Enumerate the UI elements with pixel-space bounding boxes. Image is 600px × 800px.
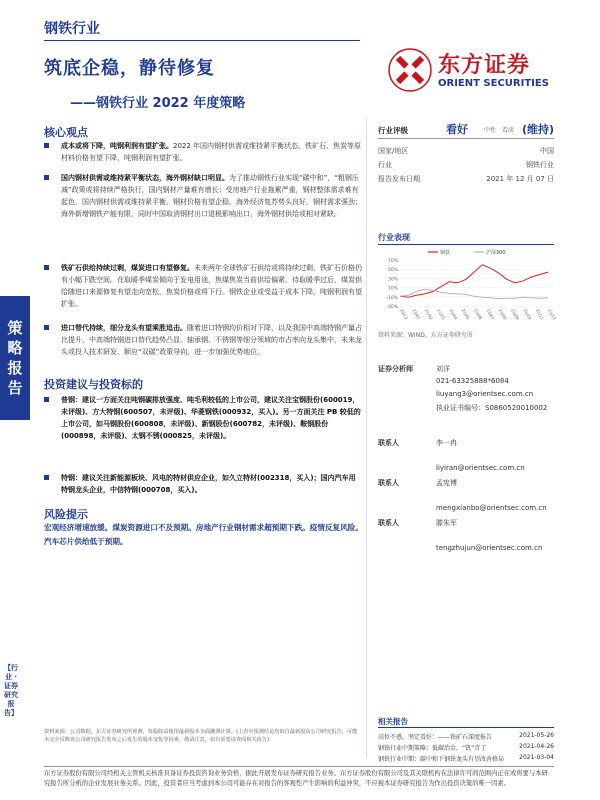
column-divider: [366, 118, 367, 758]
x-tick-label: 21/11: [534, 308, 545, 321]
related-report-title[interactable]: 钢铁行业中期：碳中和下钢铁龙头有望改善格局: [378, 756, 505, 763]
info-value: 钢铁行业: [526, 161, 554, 169]
risk-heading: 风险提示: [44, 508, 88, 521]
bullet-bold: 铁矿石供给持续过剩，煤炭进口有望修复。: [61, 264, 194, 272]
rating-label: 行业评级: [378, 126, 408, 135]
x-tick-label: 21/03: [436, 308, 447, 321]
rating-value: 看好: [446, 123, 468, 136]
footer-rule: [44, 766, 554, 767]
info-row: [378, 157, 554, 171]
performance-heading: 行业表现: [378, 233, 410, 242]
contact-role: 联系人: [378, 439, 399, 447]
rating-mid: 中性: [484, 127, 497, 134]
x-tick-label: 21/09: [510, 308, 521, 321]
x-tick-label: 21/12: [547, 308, 558, 321]
investment-heading: 投资建议与投资标的: [44, 378, 143, 391]
contact-email[interactable]: mengxianbo@orientsec.com.cn: [436, 504, 547, 512]
contact-name: 李一冉: [436, 439, 457, 447]
contact-role: 联系人: [378, 479, 399, 487]
legend-label: 钢铁: [440, 250, 451, 256]
x-tick-label: 21/05: [460, 308, 471, 321]
related-report-item[interactable]: [378, 754, 554, 766]
bullet-icon: [44, 325, 49, 330]
bullet-text: 未来两年全球铁矿石供给或将持续过剩，铁矿石价格仍有小幅下跌空间。在取暖季煤炭倾向于发电用途，焦煤焦炭当前供给偏紧。待取暖季过后，煤炭供给随进口来源修复有望走向宽松，焦炭价格或将下行。钢铁企业或受益于成本下降，吨钢利润有望扩张。: [61, 264, 362, 308]
contact-name: 滕朱军: [436, 519, 457, 527]
related-report-title[interactable]: 高位不惑，坚定看好：——铁矿石深度报告: [378, 734, 493, 741]
bullet-text: 随着进口特钢均价相对下降，以及我国中高端特钢产量占比提升，中高端特钢进口替代趋势凸显。轴承钢、不锈钢等细分领域的市占率向龙头集中，未来龙头或投入技术研发，顺应“双碳”政策导向，进一步加强优势地位。: [61, 324, 362, 356]
chart-source: 资料来源：WIND、东方证券研究所: [378, 332, 473, 339]
report-title: 筑底企稳，静待修复: [44, 58, 215, 79]
bullet-icon: [44, 175, 49, 180]
y-tick-label: 30%: [387, 277, 398, 283]
contact-block: [378, 518, 554, 554]
bullet-bold: 进口替代持续，细分龙头有望乘胜追击。: [61, 324, 187, 332]
contact-email[interactable]: tengzhujun@orientsec.com.cn: [436, 544, 543, 552]
core-views-heading: 核心观点: [44, 126, 88, 139]
x-tick-label: 20/12: [399, 308, 410, 321]
info-row: [378, 143, 554, 157]
side-tab-strategy-report: [0, 296, 30, 420]
related-report-title[interactable]: 钢铁行业中期策略：低碳冶金，“钒”青了: [378, 745, 487, 752]
bullet-bold: 特钢：建议关注新能源板块、风电的特材供应企业，如久立特材(002318，买入)；国内汽车用特钢龙头企业，中信特钢(000708，买入)。: [61, 474, 356, 494]
series-line-steel: [400, 265, 548, 298]
x-tick-label: 21/06: [473, 308, 484, 321]
side-tab-char: 策: [7, 319, 23, 337]
bullet-icon: [44, 397, 49, 402]
analyst-email[interactable]: liuyang3@orientsec.com.cn: [436, 390, 534, 398]
related-heading: 相关报告: [378, 717, 408, 726]
analyst-name: 刘洋: [436, 365, 450, 373]
investment-bullet: [44, 472, 362, 500]
investment-bullet: [44, 394, 362, 464]
orient-logo-icon: [388, 48, 432, 92]
contact-email[interactable]: liyiran@orientsec.com.cn: [436, 464, 525, 472]
info-value: 中国: [540, 147, 554, 155]
x-tick-label: 21/04: [448, 308, 459, 321]
industry-label: 钢铁行业: [44, 21, 100, 37]
bullet-bold: 国内钢材供需或维持紧平衡状态，海外钢材缺口明显。: [61, 174, 229, 182]
core-view-bullet: [44, 262, 362, 320]
rating-table: [378, 118, 554, 185]
disclaimer-footer: 东方证券股份有限公司经相关主管机关核准具备证券投资咨询业务资格，据此开展发布证券研究报告业务。东方证券股份有限公司及其关联机构在法律许可的范围内正在或将要与本研究报告所分析的企业发展业务关系。因此，投资者应当考虑到本公司可能存在对报告的客观性产生影响的利益冲突，不应视本证券研究报告为作出投资决策的唯一因素。: [44, 770, 548, 787]
info-key: 报告发布日期: [378, 175, 420, 183]
contact-role: 联系人: [378, 519, 399, 527]
bullet-icon: [44, 475, 49, 480]
analyst-block: [378, 364, 554, 424]
x-tick-label: 21/01: [411, 308, 422, 321]
x-tick-label: 21/02: [423, 308, 434, 321]
rating-status: (维持): [521, 123, 554, 136]
y-tick-label: 70%: [387, 259, 398, 264]
contact-block: [378, 478, 554, 514]
contact-name: 孟宪博: [436, 479, 457, 487]
analyst-license: 执业证书编号：S0860520010002: [436, 404, 548, 412]
x-tick-label: 21/08: [497, 308, 508, 321]
info-value: 2021 年 12 月 07 日: [486, 175, 554, 183]
bullet-bold: 成本或将下降，吨钢利润有望扩张。: [61, 142, 173, 150]
performance-rule: [378, 244, 554, 245]
y-tick-label: 50%: [387, 268, 398, 274]
info-row: [378, 171, 554, 185]
x-tick-label: 21/07: [485, 308, 496, 321]
risk-text: 宏观经济增速放缓。煤炭资源进口不及预期。房地产行业钢材需求超预期下跌。疫情反复风险。汽车芯片供给低于预期。: [44, 523, 363, 546]
related-report-date: 2021-03-04: [519, 754, 554, 761]
y-tick-label: -10%: [386, 295, 398, 301]
info-key: 国家/地区: [378, 147, 409, 155]
bullet-text: 为了推动钢铁行业实现“碳中和”，“粗钢压减”政策或将持续严格执行，国内钢材产量难有增长；受房地产行业拖累严重，钢材整体需求难有起色，国内钢材供需或维持紧平衡，钢材价格有望企稳。海外经济复苏势头良好，钢材需求强劲；海外新增钢铁产能有限，同时中国取消钢材出口退税影响出口，海外钢材供给或相对紧缺。: [61, 174, 362, 218]
contact-block: [378, 438, 554, 474]
industry-performance-chart: [378, 246, 558, 330]
forecast-note: 资料来源：公司数据，东方证券研究所预测，每股收益使用最新股本全面摊薄计算。(上表中预测结论均取自最新股东公司研究报告，可能未完全反映该公司研究报告发布之后发生的股本变化等因素，敬请注意，如有需要请查阅相关报告): [44, 729, 358, 743]
side-tab-char: 告: [7, 379, 23, 397]
company-name-en: ORIENT SECURITIES: [438, 78, 549, 89]
rating-row: [378, 118, 554, 139]
analyst-role: 证券分析师: [378, 365, 413, 373]
core-view-bullet: [44, 140, 362, 166]
y-tick-label: 10%: [387, 286, 398, 292]
bullet-text: 2022 年国内钢材供需或维持紧平衡状态，铁矿石、焦炭等原材料价格有望下降，吨钢利润有望扩张。: [61, 142, 362, 162]
side-tab-research-label: 【行业 · 证券研究报告】: [4, 664, 18, 717]
analyst-phone: 021-63325888*6084: [436, 377, 509, 385]
core-view-bullet: [44, 322, 362, 368]
related-report-date: 2021-04-26: [519, 743, 554, 750]
bullet-icon: [44, 143, 49, 148]
related-rule: [378, 727, 554, 728]
side-tab-char: 略: [7, 339, 23, 357]
x-tick-label: 21/10: [522, 308, 533, 321]
bullet-bold: 普钢：建议一方面关注吨钢碳排放强度、吨毛利较低的上市公司，建议关注宝钢股份(600019，未评级)、方大特钢(600507，未评级)、华菱钢铁(000932，买入)。另一方面关注 PB 较低的上市公司，如马钢股份(600808，未评级)、新钢股份(600782，未评级)、鞍钢股份(000898，未评级)、太钢不锈(000825，未评级)。: [61, 396, 361, 440]
y-tick-label: -30%: [386, 305, 398, 310]
legend-label: 沪深300: [486, 250, 506, 256]
bullet-icon: [44, 265, 49, 270]
rating-negative: 看淡: [502, 127, 515, 134]
report-subtitle: ——钢铁行业 2022 年度策略: [70, 96, 246, 111]
related-report-date: 2021-05-26: [519, 732, 554, 739]
company-name-cn: 东方证券: [438, 53, 531, 78]
header-rule: [44, 40, 360, 41]
core-view-bullet: [44, 172, 362, 258]
info-key: 行业: [378, 161, 392, 169]
side-tab-char: 报: [7, 359, 23, 377]
